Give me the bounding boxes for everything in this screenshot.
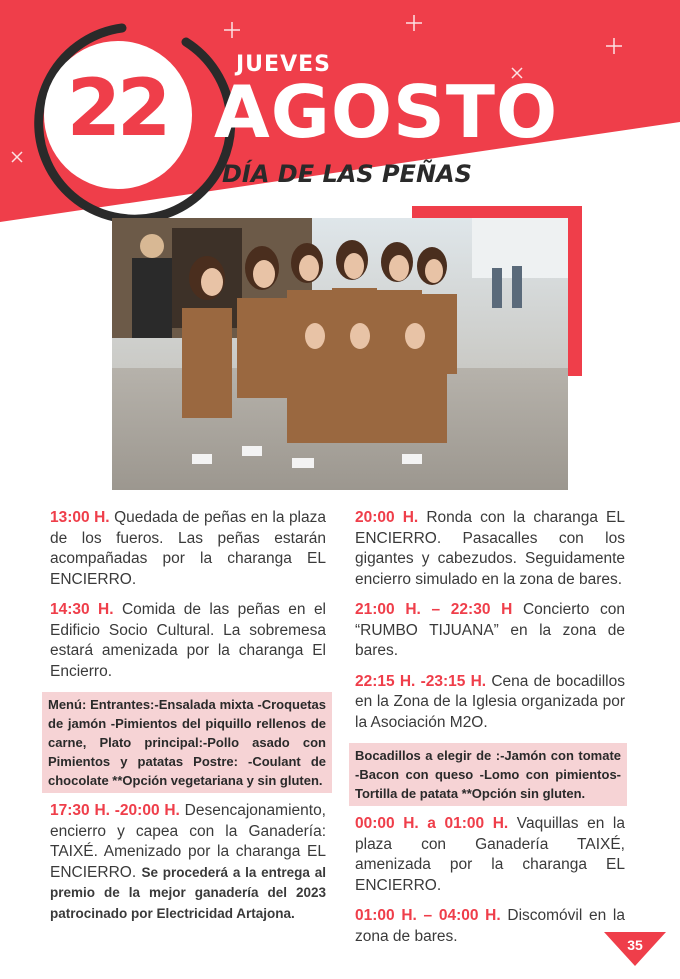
entry-time: 14:30 H. [50,601,114,618]
schedule-left-column [50,508,326,934]
entry-text: Quedada de peñas en la plaza de los fueros. Las peñas estarán acompañadas por la charanga EL ENCIERRO. [50,509,326,588]
schedule-entry [355,906,625,947]
entry-bold-note: Se procederá a la entrega al premio de la mejor ganadería del 2023 patrocinado por Electricidad Artajona. [50,864,326,921]
event-subtitle: DÍA DE LAS PEÑAS [222,160,472,188]
entry-text: Comida de las peñas en el Edificio Socio Cultural. La sobremesa estará amenizada por la charanga El Encierro. [50,601,327,680]
weekday-label: JUEVES [236,52,331,77]
entry-text: Vaquillas en la plaza con Ganadería TAIXÉ, amenizada por la charanga EL ENCIERRO. [355,815,625,894]
entry-time: 21:00 H. – 22:30 H [355,601,513,618]
entry-text: Discomóvil en la zona de bares. [355,907,625,945]
header-banner [0,0,680,230]
page-number-badge [604,932,666,966]
entry-time: 01:00 H. – 04:00 H. [355,907,501,924]
schedule-right-column [355,508,625,957]
sandwich-menu-box: Bocadillos a elegir de :-Jamón con tomate -Bacon con queso -Lomo con pimientos-Tortilla de patata **Opción sin gluten. [349,743,627,806]
day-number: 22 [66,64,168,154]
entry-text: Concierto con “RUMBO TIJUANA” en la zona de bares. [355,601,625,659]
entry-text: Cena de bocadillos en la Zona de la Iglesia organizada por la Asociación M2O. [355,672,625,731]
schedule-entry [50,801,326,924]
group-photo-icon [112,218,568,490]
entry-time: 20:00 H. [355,509,419,526]
schedule-entry [355,672,625,734]
entry-time: 17:30 H. -20:00 H. [50,802,180,819]
entry-time: 22:15 H. -23:15 H. [355,672,487,690]
entry-time: 00:00 H. a 01:00 H. [355,815,509,832]
entry-text: Ronda con la charanga EL ENCIERRO. Pasacalles con los gigantes y cabezudos. Seguidamente encierro simulado en la zona de bares. [355,509,625,588]
schedule-entry [355,600,625,662]
schedule-entry [50,600,326,682]
month-title: AGOSTO [214,70,559,154]
schedule-entry [355,814,625,896]
page-number: 35 [627,937,643,953]
group-photo [112,218,568,490]
entry-text: Desencajonamiento, encierro y capea con la Ganadería: TAIXÉ. Amenizado por la charanga EL ENCIERRO. [50,802,326,881]
schedule-entry [355,508,625,590]
entry-time: 13:00 H. [50,509,110,526]
schedule-entry [50,508,326,590]
lunch-menu-box: Menú: Entrantes:-Ensalada mixta -Croquetas de jamón -Pimientos del piquillo rellenos de carne, Plato principal:-Pollo asado con Pimientos y patatas Postre: -Coulant de chocolate **Opción vegetariana y sin gluten. [42,692,332,793]
